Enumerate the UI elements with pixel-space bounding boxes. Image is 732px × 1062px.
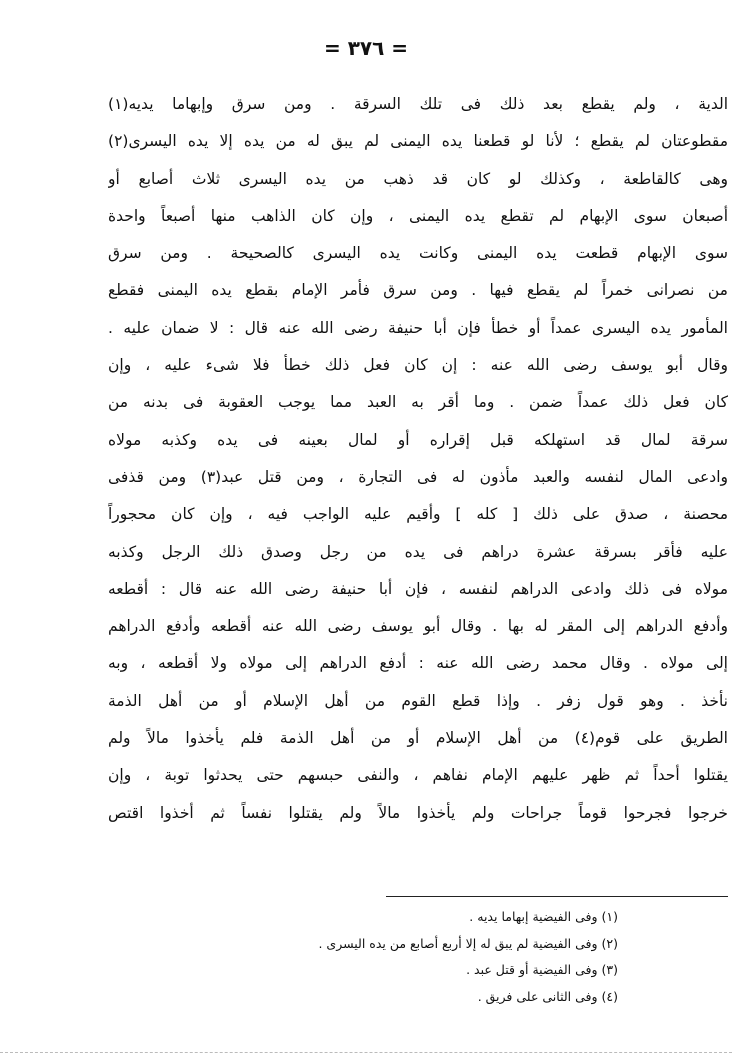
text-line: الدية ، ولم يقطع بعد ذلك فى تلك السرقة . ومن سرق وإبهاما يديه(١) xyxy=(108,95,728,113)
text-line: إلى مولاه . وقال محمد رضى الله عنه : أدفع الدراهم إلى مولاه ولا أقطعه ، وبه xyxy=(108,654,728,673)
text-line: وهى كالقاطعة ، وكذلك لو كان قد ذهب من يده اليسرى ثلاث أصابع أو xyxy=(108,169,728,188)
footnote: (٢) وفى الفيضية لم يبق له إلا أربع أصابع من يده اليسرى . xyxy=(318,935,618,951)
text-line: يقتلوا أحداً ثم ظهر عليهم الإمام نفاهم ، والنفى حبسهم حتى يحدثوا توبة ، وإن xyxy=(108,766,728,785)
text-line: من نصرانى خمراً لم يقطع فيها . ومن سرق فأمر الإمام بقطع يده اليمنى فقطع xyxy=(108,281,728,300)
text-line: وادعى المال لنفسه والعبد مأذون له فى التجارة ، ومن قتل عبد(٣) ومن قذفى xyxy=(108,467,728,486)
text-line: مقطوعتان لم يقطع ؛ لأنا لو قطعنا يده اليمنى لم يبق له من يده إلا يده اليسرى(٢) xyxy=(108,132,728,151)
text-line: الطريق على قوم(٤) من أهل الإسلام أو من أهل الذمة فلم يأخذوا مالاً ولم xyxy=(108,729,728,748)
text-line: وقال أبو يوسف رضى الله عنه : إن كان فعل ذلك خطأ فلا شىء عليه ، وإن xyxy=(108,356,728,375)
main-text xyxy=(108,86,728,832)
text-line: المأمور يده اليسرى عمداً أو خطأ فإن أبا حنيفة رضى الله عنه قال : لا ضمان عليه . xyxy=(108,318,728,337)
text-line: كان فعل ذلك عمداً ضمن . وما أقر به العبد مما يوجب العقوبة فى بدنه من xyxy=(108,393,728,412)
text-line: وأدفع الدراهم إلى المقر له بها . وقال أبو يوسف رضى الله عنه أقطعه وأدفع الدراهم xyxy=(108,617,728,636)
text-line: نأخذ . وهو قول زفر . وإذا قطع القوم من أهل الإسلام أو من أهل الذمة xyxy=(108,691,728,710)
footnotes xyxy=(150,904,618,1011)
text-line: خرجوا فجرحوا قوماً جراحات ولم يأخذوا مالاً ولم يقتلوا نفساً ثم أخذوا اقتص xyxy=(108,803,728,822)
text-line: مولاه فى ذلك وادعى الدراهم لنفسه ، فإن أبا حنيفة رضى الله عنه قال : أقطعه xyxy=(108,579,728,598)
text-line: محصنة ، صدق على ذلك [ كله ] وأقيم عليه الواجب فيه ، وإن كان محجوراً xyxy=(108,505,728,524)
text-line: سرقة لمال قد استهلكه قبل إقراره أو لمال بعينه فى يده وكذبه مولاه xyxy=(108,430,728,449)
text-line: عليه فأقر بسرقة عشرة دراهم فى يده من رجل وصدق ذلك الرجل وكذبه xyxy=(108,542,728,561)
text-line: أصبعان سوى الإبهام لم تقطع يده اليمنى ، وإن كان الذاهب منها أصبعاً واحدة xyxy=(108,206,728,225)
footnote-separator xyxy=(386,896,728,897)
scan-edge-line xyxy=(0,1052,732,1053)
footnote: (١) وفى الفيضية إبهاما يديه . xyxy=(469,909,618,924)
text-line: سوى الإبهام قطعت يده اليمنى وكانت يده اليسرى كالصحيحة . ومن سرق xyxy=(108,244,728,263)
page-number: = ٣٧٦ = xyxy=(323,36,409,60)
footnote: (٣) وفى الفيضية أو قتل عبد . xyxy=(466,962,618,978)
footnote: (٤) وفى الثانى على فريق . xyxy=(477,989,618,1005)
